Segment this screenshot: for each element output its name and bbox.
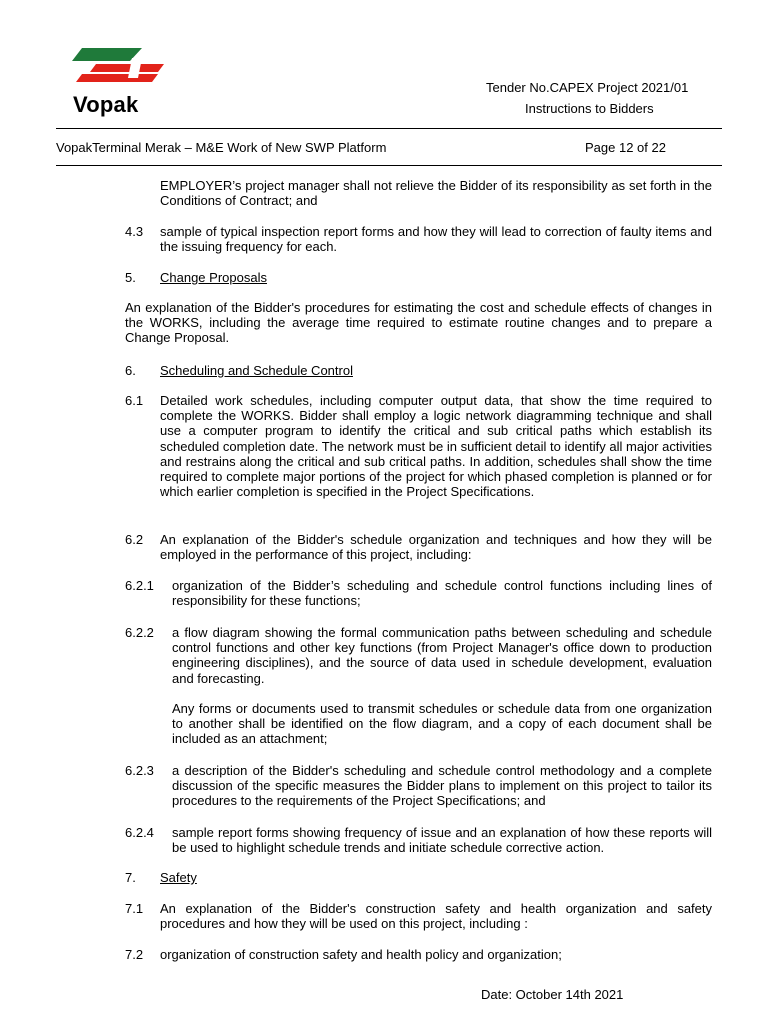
- item-number: 6.2.3: [125, 763, 154, 778]
- item-number: 6.2: [125, 532, 144, 547]
- item-6-2-3-text: a description of the Bidder's scheduling and schedule control methodology and a complete discussion of the specific measures the Bidder plans to implement on this project to tailor its procedures to the requirements of the Project Specifications; and: [172, 763, 712, 809]
- item-7-2-text: organization of construction safety and health policy and organization;: [160, 947, 562, 962]
- item-6-2-2-continuation: Any forms or documents used to transmit schedules or schedule data from one organization to another shall be identified on the flow diagram, and a copy of each document shall be included as an attachment;: [172, 701, 712, 747]
- section-number: 7.: [125, 870, 136, 885]
- section-number: 6.: [125, 363, 136, 378]
- footer-date: Date: October 14th 2021: [481, 987, 624, 1002]
- continuation-text: EMPLOYER’s project manager shall not relieve the Bidder of its responsibility as set forth in the Conditions of Contract; and: [160, 178, 712, 209]
- section-5-heading: Change Proposals: [160, 270, 267, 285]
- item-7-1-text: An explanation of the Bidder's construction safety and health organization and safety procedures and how they will be used on this project, including :: [160, 901, 712, 932]
- item-number: 6.2.4: [125, 825, 154, 840]
- section-7-heading: Safety: [160, 870, 197, 885]
- item-number: 7.2: [125, 947, 144, 962]
- item-number: 6.1: [125, 393, 144, 408]
- section-number: 5.: [125, 270, 136, 285]
- section-5-paragraph: An explanation of the Bidder's procedures for estimating the cost and schedule effects of changes in the WORKS, including the average time required to estimate routine changes and to prepare a Change Proposal.: [125, 300, 712, 346]
- item-4-3-text: sample of typical inspection report forms and how they will lead to correction of faulty items and the issuing frequency for each.: [160, 224, 712, 255]
- item-number: 7.1: [125, 901, 144, 916]
- header-rule-bottom: [56, 165, 722, 166]
- page-number: Page 12 of 22: [585, 140, 666, 155]
- tender-number: Tender No.CAPEX Project 2021/01: [486, 80, 689, 95]
- header-rule-top: [56, 128, 722, 129]
- vopak-logo-icon: [72, 48, 172, 88]
- item-number: 6.2.1: [125, 578, 154, 593]
- project-title: VopakTerminal Merak – M&E Work of New SWP Platform: [56, 140, 387, 155]
- item-number: 6.2.2: [125, 625, 154, 640]
- item-6-2-1-text: organization of the Bidder’s scheduling and schedule control functions including lines of responsibility for these functions;: [172, 578, 712, 609]
- section-6-heading: Scheduling and Schedule Control: [160, 363, 353, 378]
- item-6-2-2-text: a flow diagram showing the formal communication paths between scheduling and schedule control functions and other key functions (from Project Manager's office down to production engineering disciplines), and the source of data used in schedule development, evaluation and forecasting.: [172, 625, 712, 686]
- item-6-2-4-text: sample report forms showing frequency of issue and an explanation of how these reports will be used to highlight schedule trends and initiate schedule corrective action.: [172, 825, 712, 856]
- item-6-2-text: An explanation of the Bidder's schedule organization and techniques and how they will be employed in the performance of this project, including:: [160, 532, 712, 563]
- item-number: 4.3: [125, 224, 144, 239]
- vopak-logo: [72, 48, 172, 118]
- document-title: Instructions to Bidders: [525, 101, 654, 116]
- item-6-1-text: Detailed work schedules, including computer output data, that show the time required to complete the WORKS. Bidder shall employ a logic network diagramming technique and shall use a computer program to identify the critical and sub critical paths which establish its scheduled completion date. The network must be in sufficient detail to identify all major activities and restrains along the critical and sub critical paths. In addition, schedules shall show the time required to complete major portions of the project for which phased completion is planned or for which earlier completion is specified in the Project Specifications.: [160, 393, 712, 500]
- logo-text: Vopak: [73, 92, 139, 117]
